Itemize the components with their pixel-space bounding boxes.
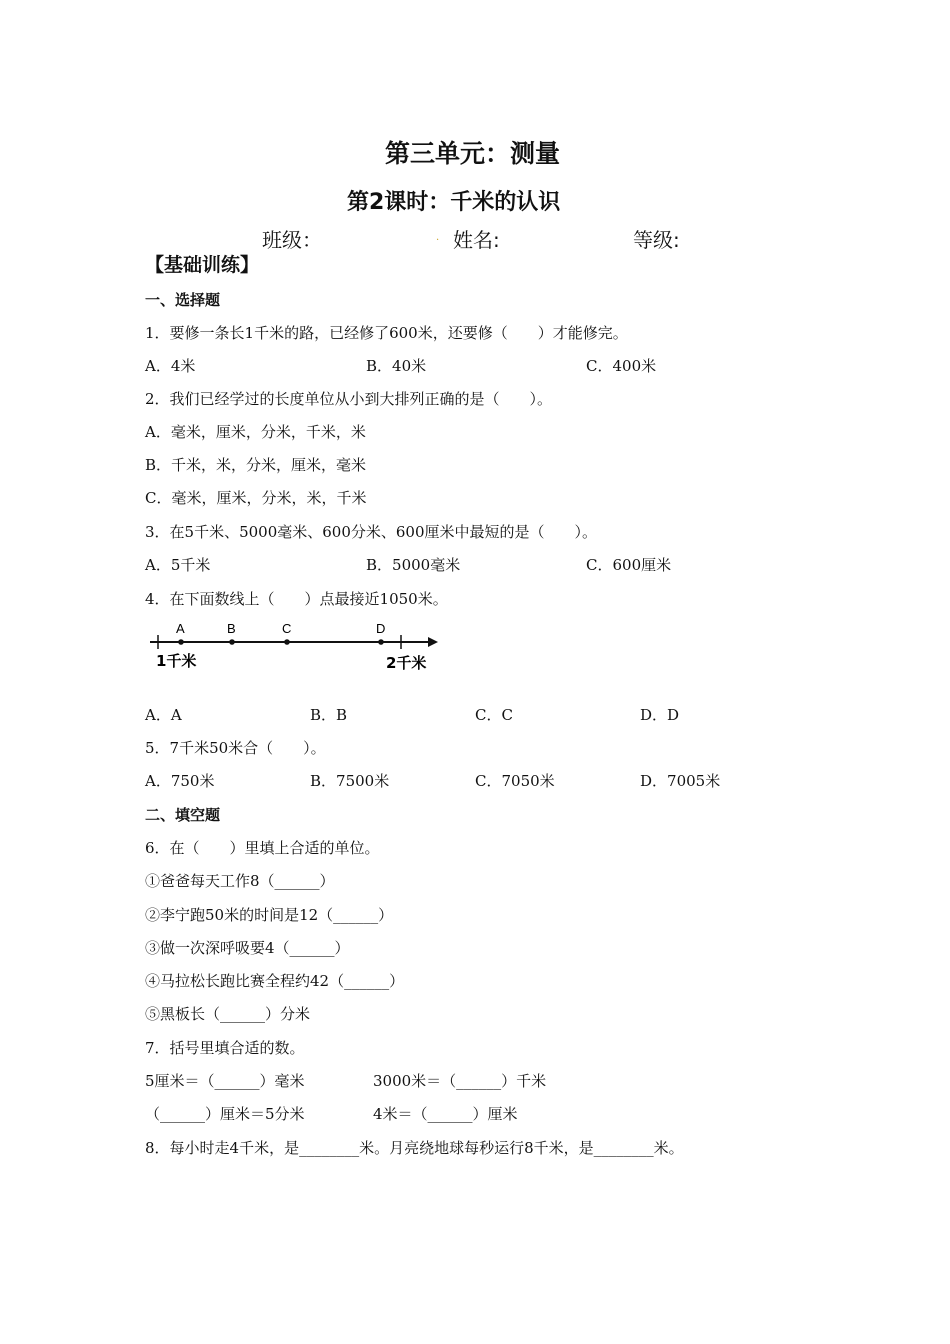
point-d-dot: [378, 639, 384, 645]
q4-option-a: A．A: [145, 706, 182, 724]
q6-item-1: ①爸爸每天工作8（______）: [145, 872, 335, 890]
part2-heading: 二、填空题: [145, 806, 221, 824]
class-blank-mark: .: [436, 232, 440, 243]
q5-option-c: C．7050米: [475, 772, 555, 790]
q4-option-c: C．C: [475, 706, 513, 724]
q5-option-a: A．750米: [145, 772, 215, 790]
q1-option-b: B．40米: [366, 357, 427, 375]
point-a-dot: [178, 639, 184, 645]
q4-option-b: B．B: [310, 706, 348, 724]
q6-item-4: ④马拉松长跑比赛全程约42（______）: [145, 972, 405, 990]
name-label: 姓名:: [453, 228, 500, 252]
q5-text: 5．7千米50米合（ ）。: [145, 739, 326, 757]
q7-item-1: 5厘米＝（______）毫米: [145, 1072, 305, 1090]
q1-text: 1．要修一条长1千米的路，已经修了600米，还要修（ ）才能修完。: [145, 324, 628, 342]
q2-option-a: A．毫米，厘米，分米，千米，米: [145, 423, 366, 441]
q5-option-d: D．7005米: [640, 772, 721, 790]
q4-option-d: D．D: [640, 706, 680, 724]
q2-option-b: B．千米，米，分米，厘米，毫米: [145, 456, 367, 474]
point-d-label: D: [376, 621, 386, 636]
q3-text: 3．在5千米、5000毫米、600分米、600厘米中最短的是（ ）。: [145, 523, 598, 541]
q2-text: 2．我们已经学过的长度单位从小到大排列正确的是（ ）。: [145, 390, 553, 408]
q7-item-3: （______）厘米＝5分米: [145, 1105, 305, 1123]
point-b-label: B: [227, 621, 236, 636]
grade-label: 等级:: [633, 228, 680, 252]
point-c-label: C: [282, 621, 292, 636]
q3-option-c: C．600厘米: [586, 556, 672, 574]
q7-text: 7．括号里填合适的数。: [145, 1039, 305, 1057]
start-label: 1千米: [156, 652, 197, 670]
end-label: 2千米: [386, 654, 427, 672]
point-c-dot: [284, 639, 290, 645]
number-line-arrow: [428, 637, 438, 647]
q6-item-5: ⑤黑板长（______）分米: [145, 1005, 311, 1023]
part1-heading: 一、选择题: [145, 291, 221, 309]
point-a-label: A: [176, 621, 185, 636]
lesson-title: 第2课时：千米的认识: [347, 190, 561, 215]
unit-title: 第三单元：测量: [385, 139, 561, 168]
q6-item-2: ②李宁跑50米的时间是12（______）: [145, 906, 394, 924]
q5-option-b: B．7500米: [310, 772, 390, 790]
q7-item-2: 3000米＝（______）千米: [373, 1072, 547, 1090]
q6-text: 6．在（ ）里填上合适的单位。: [145, 839, 380, 857]
q3-option-b: B．5000毫米: [366, 556, 461, 574]
q2-option-c: C．毫米，厘米，分米，米，千米: [145, 489, 367, 507]
q1-option-a: A．4米: [145, 357, 196, 375]
point-b-dot: [229, 639, 235, 645]
q8-text: 8．每小时走4千米，是________米。月亮绕地球每秒运行8千米，是________米。: [145, 1139, 684, 1157]
q4-text: 4．在下面数线上（ ）点最接近1050米。: [145, 590, 448, 608]
section-basic-training: 【基础训练】: [145, 254, 260, 276]
q1-option-c: C．400米: [586, 357, 657, 375]
number-line-figure: [148, 618, 448, 678]
class-label: 班级：: [262, 228, 322, 252]
q6-item-3: ③做一次深呼吸要4（______）: [145, 939, 350, 957]
q7-item-4: 4米＝（______）厘米: [373, 1105, 518, 1123]
q3-option-a: A．5千米: [145, 556, 211, 574]
